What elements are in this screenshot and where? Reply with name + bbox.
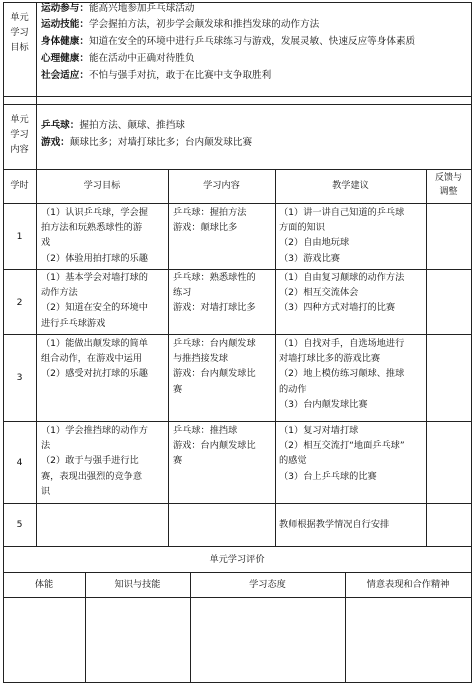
row-content — [173, 336, 273, 397]
sep-row2 — [3, 334, 472, 335]
col-line-3 — [275, 169, 276, 547]
row-suggestion-line: （1）复习对墙打球 — [279, 425, 359, 436]
col-line-2 — [168, 169, 169, 547]
sep-eval-head — [3, 597, 472, 598]
row-suggestion-line: （3）台上乒乓球的比赛 — [279, 470, 377, 482]
eval-col-knowledge: 知识与技能 — [114, 579, 161, 590]
row-suggestion — [279, 336, 425, 412]
sep-content — [3, 169, 472, 170]
goal-item: 社会适应：不怕与强手对抗，敢于在比赛中支争取胜利 — [41, 70, 272, 81]
evaluation-title: 单元学习评价 — [209, 554, 265, 565]
row-content-line: 乒乓球：握拍方法 — [173, 207, 247, 218]
row-period: 2 — [16, 297, 23, 308]
row-suggestion-line: （3）台内颠发球比赛 — [279, 398, 368, 410]
goal-item: 心理健康：能在活动中正确对待胜负 — [41, 53, 195, 64]
eval-col-physical: 体能 — [34, 579, 54, 590]
unit-content-label-line: 学习 — [10, 129, 29, 141]
row-goal-line: （1）基本学会对墙打球的 — [41, 272, 148, 283]
sep-header — [3, 203, 472, 204]
header-feedback-line: 反馈与 — [434, 173, 462, 183]
row-suggestion — [279, 270, 425, 316]
content-item: 乒乓球：握拍方法、颠球、推挡球 — [41, 120, 185, 131]
row-content — [173, 270, 273, 316]
row-suggestion-line: 的动作 — [279, 383, 307, 395]
row-goal-line: 拍方法和玩熟悉球性的游 — [41, 222, 143, 234]
unit-goals-label-line: 目标 — [10, 42, 29, 54]
unit-goals-label-line: 学习 — [10, 27, 29, 39]
row-suggestion-line: 方面的知识 — [279, 222, 325, 234]
sep-row4 — [3, 503, 472, 504]
row-period: 1 — [16, 231, 23, 242]
row-content-line: 游戏：台内颠发球比 — [173, 440, 256, 452]
row-suggestion-line: （3）四种方式对墙打的比赛 — [279, 302, 396, 314]
border-bottom — [3, 682, 472, 683]
row-goal-line: 组合动作，在游戏中运用 — [41, 353, 143, 365]
row-content-line: 乒乓球：台内颠发球 — [173, 338, 256, 349]
row-content-line: 赛 — [173, 455, 183, 467]
row-suggestion-line: （1）自由复习颠球的动作方法 — [279, 272, 405, 283]
row-content-line: 乒乓球：推挡球 — [173, 425, 238, 436]
row-goal-line: 进行乒乓球游戏 — [41, 317, 106, 329]
eval-col-cooperation: 情意表现和合作精神 — [366, 579, 450, 590]
row-goal-line: （2）敢于与强手进行比 — [41, 455, 139, 467]
unit-content-label-line: 单元 — [10, 114, 29, 125]
row-period: 4 — [16, 457, 23, 468]
row-suggestion-line: 对墙打球比多的游戏比赛 — [279, 353, 381, 365]
row-goal — [41, 336, 166, 382]
row-goal — [41, 270, 166, 331]
unit-content-label-line: 内容 — [10, 144, 29, 156]
row-suggestion — [279, 205, 425, 266]
unit-goals-label-line: 单元 — [10, 12, 29, 23]
row-content-line: 与推挡接发球 — [173, 353, 229, 365]
header-feedback-line: 调整 — [439, 187, 458, 197]
row-content — [173, 423, 273, 469]
sep-row5 — [3, 546, 472, 547]
goal-item: 运动技能：学会握拍方法，初步学会颠发球和推挡发球的动作方法 — [41, 19, 320, 30]
row-goal-line: （1）认识乒乓球，学会握 — [41, 207, 148, 218]
unit-content-label — [3, 112, 36, 158]
row-goal-line: 法 — [41, 440, 51, 452]
row-content-line: 乒乓球：熟悉球性的 — [173, 272, 256, 283]
sep-goals-2 — [3, 104, 472, 105]
goal-item: 运动参与：能高兴地参加乒乓球活动 — [41, 3, 195, 14]
header-goal: 学习目标 — [83, 180, 121, 191]
row-goal-line: （2）知道在安全的环境中 — [41, 302, 148, 314]
row-goal — [41, 205, 166, 266]
row-suggestion-line: （1）讲一讲自己知道的乒乓球 — [279, 207, 405, 218]
row-goal-line: （1）学会推挡球的动作方 — [41, 425, 148, 436]
row-content-line: 游戏：颠球比多 — [173, 222, 238, 234]
header-feedback — [426, 171, 471, 199]
row-period: 3 — [16, 372, 23, 383]
sep-row3 — [3, 421, 472, 422]
col-line-1 — [36, 169, 37, 547]
row-suggestion — [279, 423, 425, 484]
row-goal-line: 赛，表现出强烈的竞争意 — [41, 470, 143, 482]
row-suggestion-line: 的感觉 — [279, 455, 307, 467]
row-goal-line: 动作方法 — [41, 287, 78, 299]
header-period: 学时 — [10, 180, 29, 191]
row-suggestion-line: （2）地上模仿练习颠球、推球 — [279, 368, 405, 380]
goal-item: 身体健康：知道在安全的环境中进行乒乓球练习与游戏，发展灵敏、快速反应等身体素质 — [41, 36, 416, 47]
row-goal-line: （1）能做出颠发球的简单 — [41, 338, 148, 349]
label-divider — [36, 2, 37, 169]
row-goal-line: 戏 — [41, 237, 51, 249]
row-suggestion-line: （3）游戏比赛 — [279, 252, 340, 264]
row-content-line: 赛 — [173, 383, 183, 395]
row-period: 5 — [16, 519, 23, 530]
row-content-line: 游戏：台内颠发球比 — [173, 368, 256, 380]
row-goal — [41, 423, 166, 499]
row-suggestion-line: （1）自找对手，自选场地进行 — [279, 338, 405, 349]
row-goal-line: （2）体验用拍打球的乐趣 — [41, 252, 148, 264]
sep-eval-title — [3, 572, 472, 573]
col-line-4 — [426, 169, 427, 547]
row-suggestion-line: （2）相互交流体会 — [279, 287, 359, 299]
row-content-line: 游戏：对墙打球比多 — [173, 302, 256, 314]
row-suggestion-line: （2）自由地玩球 — [279, 237, 350, 249]
sep-goals — [3, 96, 472, 97]
unit-goals-label — [3, 10, 36, 56]
row-content-line: 练习 — [173, 287, 192, 299]
header-suggestion: 教学建议 — [332, 180, 369, 191]
row-goal-line: 识 — [41, 485, 51, 497]
row-goal-line: （2）感受对抗打球的乐趣 — [41, 368, 148, 380]
row-suggestion-line: （2）相互交流打“地面乒乓球” — [279, 440, 405, 452]
content-item: 游戏：颠球比多；对墙打球比多；台内颠发球比赛 — [41, 137, 253, 148]
row-suggestion-line: 教师根据教学情况自行安排 — [279, 519, 390, 530]
header-content: 学习内容 — [203, 180, 240, 191]
eval-col-attitude: 学习态度 — [249, 579, 286, 590]
row-content — [173, 205, 273, 235]
row-suggestion — [279, 517, 425, 532]
